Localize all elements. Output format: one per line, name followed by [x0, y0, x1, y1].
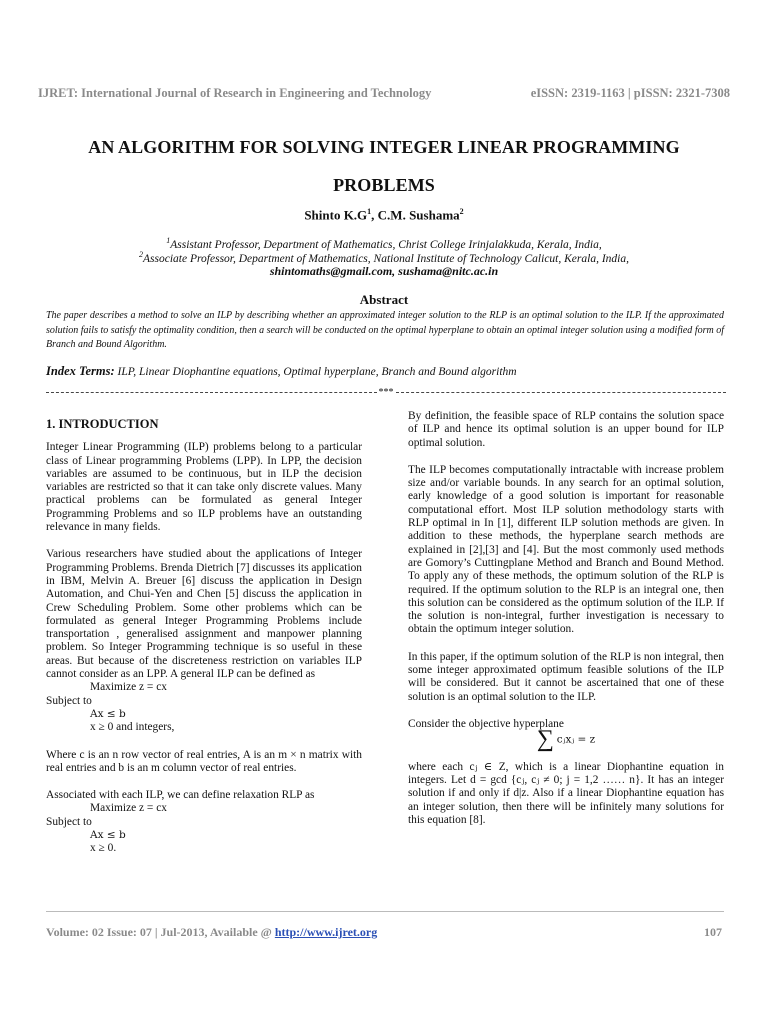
- affiliation-2-marker: 2: [139, 250, 144, 259]
- author-1: Shinto K.G: [304, 207, 368, 223]
- relaxation-constraint-ax-leq-b: Ax ≤ b: [90, 829, 126, 842]
- right-column: [408, 410, 724, 841]
- subject-to-label: Subject to: [46, 694, 92, 707]
- separator-stars: ***: [378, 386, 394, 398]
- affiliation-1: [0, 236, 768, 251]
- author-2-marker: 2: [459, 207, 464, 216]
- paragraph: By definition, the feasible space of RLP contains the solution space of ILP and hence its optimal solution is an upper bound for ILP optimal solution.: [408, 410, 724, 449]
- author-1-marker: 1: [367, 207, 372, 216]
- paragraph: The ILP becomes computationally intractable with increase problem size and/or variable bounds. In any search for an optimal solution, early knowledge of a good solution is important for reasonable computational effort. Most ILP solution methodology starts with RLP optimal in In [1], different ILP solution methods are given. In addition to these methods, the hyperplane search methods are explained in [2],[3] and [4]. But the most commonly used methods are Gomory’s Cuttingplane Method and Branch and Bound Method. To apply any of these methods, the optimum solution of the RLP is required. If the optimum solution to the RLP is an integral one, then this solution can be considered as the optimum solution of the ILP. If the solution is non-integral, further investigation is necessary to obtain the optimum integer solution.: [408, 463, 724, 636]
- paragraph: Various researchers have studied about the applications of Integer Programming Problems. Brenda Dietrich [7] discusses its application in IBM, Melvin A. Breuer [6] discuss the application in Design Automation, and Chui-Yen and Chen [5] discuss the application in Crew Scheduling Problem. Some other problems which can be formulated as general Integer Programming Problems include transportation , generalised assignment and manpower planning problem. So Integer Programming technique is so useful in these areas. But because of the discreteness restriction on variables ILP cannot consider as an LPP. A general ILP can be defined as: [46, 548, 362, 681]
- equation-text: cⱼxⱼ = z: [556, 733, 596, 746]
- title-line-1: AN ALGORITHM FOR SOLVING INTEGER LINEAR PROGRAMMING: [88, 137, 680, 157]
- author-2: C.M. Sushama: [377, 207, 460, 223]
- footer-volume: [46, 925, 377, 940]
- paragraph: Associated with each ILP, we can define relaxation RLP as: [46, 789, 315, 802]
- paragraph: Integer Linear Programming (ILP) problems belong to a particular class of Linear programming Problems (LPP). In LPP, the decision variables are assumed to be continuous, but in ILP the decision variables are restricted so that it can take only discrete values. Many practical problems can be formulated as general Integer Programming Problems and so ILP problems have an outstanding relevance in many fields.: [46, 441, 362, 534]
- issn: eISSN: 2319-1163 | pISSN: 2321-7308: [530, 86, 730, 100]
- affiliation-2: [0, 250, 768, 265]
- footer-rule: [46, 911, 724, 912]
- paragraph: Consider the objective hyperplane: [408, 717, 564, 730]
- author-emails: shintomaths@gmail.com, sushama@nitc.ac.in: [269, 264, 499, 278]
- subject-to-label: Subject to: [46, 815, 92, 828]
- index-terms: [46, 364, 726, 379]
- separator-dash-right: [396, 392, 727, 393]
- summation-symbol: ∑: [536, 726, 554, 753]
- affiliation-1-text: Assistant Professor, Department of Mathematics, Christ College Irinjalakkuda, Kerala, India,: [170, 238, 602, 251]
- authors: [0, 207, 768, 223]
- constraint-ax-leq-b: Ax ≤ b: [90, 707, 126, 720]
- title-line-2: PROBLEMS: [333, 175, 435, 195]
- separator-dash-left: [46, 392, 377, 393]
- paper-title: [40, 128, 728, 204]
- objective-maximize: Maximize z = cx: [90, 681, 167, 694]
- page-footer: [46, 925, 722, 940]
- affiliation-2-text: Associate Professor, Department of Mathematics, National Institute of Technology Calicut, Kerala, India,: [143, 252, 629, 265]
- page-number: 107: [704, 925, 722, 939]
- left-column: [46, 410, 362, 856]
- relaxation-constraint-nonnegative: x ≥ 0.: [90, 842, 117, 855]
- abstract-text: The paper describes a method to solve an ILP by describing whether an approximated integer solution to the RLP is an optimal solution to the ILP. If the approximated solution fails to satisfy the optimality condition, then a search will be conducted on the optimal hyperplane to obtain an optimal integer solution using a modified form of Branch and Bound Algorithm.: [46, 310, 724, 350]
- footer-volume-text: Volume: 02 Issue: 07 | Jul-2013, Available @: [46, 925, 275, 939]
- constraint-nonnegative-integers: x ≥ 0 and integers,: [90, 721, 175, 734]
- paragraph: where each cⱼ ∈ Z, which is a linear Diophantine equation in integers. Let d = gcd {cⱼ, cⱼ ≠ 0; j = 1,2 …… n}. It has an integer solution if and only if d|z. Also if a linear Diophantine equation has an integer solution, then there will be infinitely many solutions for this equation [8].: [408, 760, 724, 826]
- paragraph: Where c is an n row vector of real entries, A is an m × n matrix with real entries and b is an m column vector of real entries.: [46, 748, 362, 774]
- footer-link[interactable]: http://www.ijret.org: [274, 925, 378, 939]
- section-separator: [46, 386, 726, 398]
- paragraph: In this paper, if the optimum solution of the RLP is non integral, then some integer approximated optimum feasible solutions of the ILP will be considered. But it cannot be ascertained that one of these solution is an optimal solution to the ILP.: [408, 650, 724, 703]
- affiliation-1-marker: 1: [166, 236, 171, 245]
- index-terms-label: Index Terms:: [46, 364, 115, 378]
- relaxation-maximize: Maximize z = cx: [90, 802, 167, 815]
- section-heading-introduction: 1. INTRODUCTION: [46, 417, 159, 431]
- abstract-heading: Abstract: [359, 292, 409, 307]
- index-terms-text: ILP, Linear Diophantine equations, Optimal hyperplane, Branch and Bound algorithm: [114, 366, 517, 378]
- running-header: [38, 86, 730, 101]
- journal-name: IJRET: International Journal of Research in Engineering and Technology: [38, 86, 432, 100]
- objective-hyperplane-equation: [408, 726, 724, 753]
- author-separator: ,: [371, 207, 378, 223]
